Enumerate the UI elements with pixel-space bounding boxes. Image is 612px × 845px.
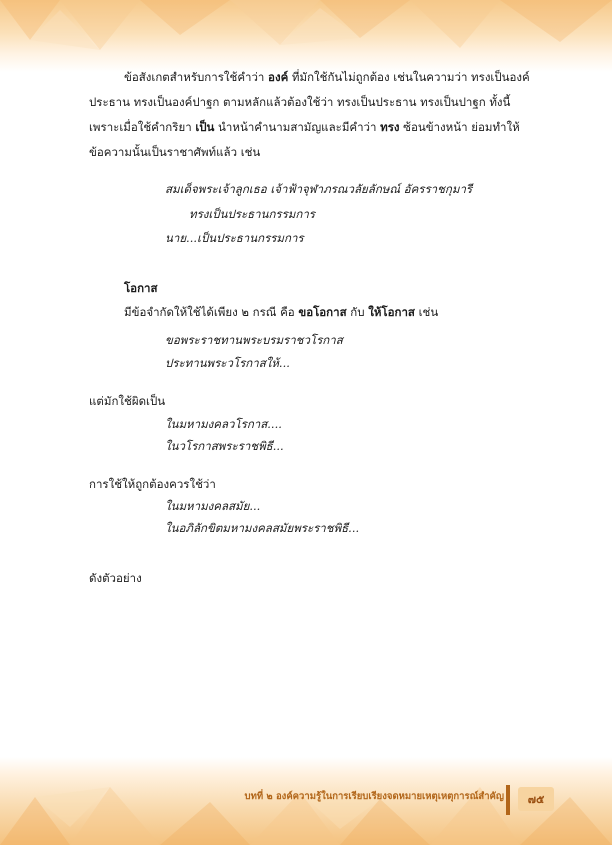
section-text: กับ <box>346 305 369 319</box>
intro-line-1 <box>124 72 530 84</box>
section-description <box>124 307 438 319</box>
intro-line-4: ข้อความนั้นเป็นราชาศัพท์แล้ว เช่น <box>89 145 261 159</box>
section-text: เช่น <box>414 305 439 319</box>
section-example-1: ขอพระราชทานพระบรมราชวโรกาส <box>165 333 343 347</box>
chapter-title: บทที่ ๒ องค์ความรู้ในการเรียบเรียงจดหมายเหตุเหตุการณ์สำคัญ <box>244 791 504 802</box>
intro-text: ซ้อนข้างหน้า ย่อมทำให้ <box>399 120 520 134</box>
correct-example-2: ในอภิลักขิตมหามงคลสมัยพระราชพิธี... <box>165 521 360 535</box>
wrong-usage-label: แต่มักใช้ผิดเป็น <box>89 394 166 408</box>
bold-term-khor-okat: ขอโอกาส <box>298 305 347 319</box>
bold-term-song: ทรง <box>380 120 400 134</box>
intro-text: ที่มักใช้กันไม่ถูกต้อง เช่นในความว่า ทรงเป็นองค์ <box>288 70 530 84</box>
section-example-2: ประทานพระวโรกาสให้... <box>165 356 290 370</box>
page-number: ๗๕ <box>518 787 554 811</box>
intro-line-2: ประธาน ทรงเป็นองค์ปาฐก ตามหลักแล้วต้องใช้ว่า ทรงเป็นประธาน ทรงเป็นปาฐก ทั้งนี้ <box>89 95 511 109</box>
example-1-line-2: ทรงเป็นประธานกรรมการ <box>189 207 315 221</box>
correct-usage-label: การใช้ให้ถูกต้องควรใช้ว่า <box>89 477 216 491</box>
intro-text: เพราะเมื่อใช้คำกริยา <box>89 120 196 134</box>
correct-example-1: ในมหามงคลสมัย... <box>165 499 261 513</box>
bold-term-pen: เป็น <box>195 120 215 134</box>
footer-divider <box>506 785 510 815</box>
section-text: มีข้อจำกัดให้ใช้ได้เพียง ๒ กรณี คือ <box>124 305 299 319</box>
wrong-example-2: ในวโรกาสพระราชพิธี... <box>165 439 284 453</box>
intro-text: ข้อสังเกตสำหรับการใช้คำว่า <box>124 70 269 84</box>
intro-line-3 <box>89 122 520 134</box>
example-1-line-3: นาย...เป็นประธานกรรมการ <box>165 231 304 245</box>
bold-term-hai-okat: ให้โอกาส <box>368 305 415 319</box>
closing-text: ดังตัวอย่าง <box>89 571 142 585</box>
example-1-line-1: สมเด็จพระเจ้าลูกเธอ เจ้าฟ้าจุฬาภรณวลัยลักษณ์ อัครราชกุมารี <box>165 182 473 196</box>
bold-term-ong: องค์ <box>268 70 289 84</box>
wrong-example-1: ในมหามงคลวโรกาส.... <box>165 417 282 431</box>
section-heading: โอกาส <box>124 281 158 295</box>
intro-text: นำหน้าคำนามสามัญและมีคำว่า <box>214 120 381 134</box>
